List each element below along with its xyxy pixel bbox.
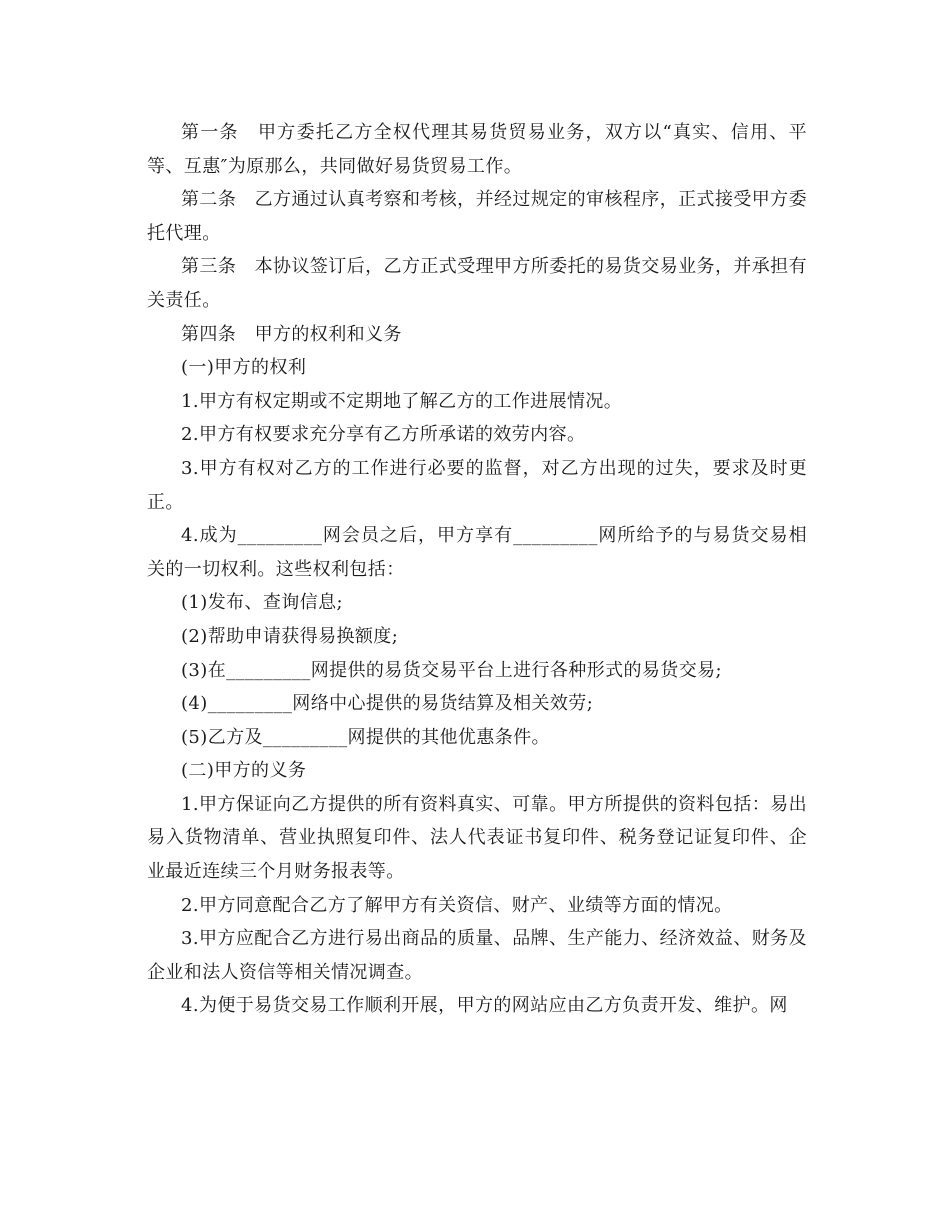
rights-subitem-1: (1)发布、查询信息; bbox=[181, 592, 343, 614]
rights-item-3: 3.甲方有权对乙方的工作进行必要的监督，对乙方出现的过失，要求及时更正。 bbox=[147, 457, 807, 513]
article-2: 第二条 乙方通过认真考察和考核，并经过规定的审核程序，正式接受甲方委托代理。 bbox=[147, 189, 807, 244]
rights-subitem-4: (4)_________网络中心提供的易货结算及相关效劳; bbox=[181, 693, 594, 715]
obligations-item-3: 3.甲方应配合乙方进行易出商品的质量、品牌、生产能力、经济效益、财务及企业和法人资信等相关情况调查。 bbox=[147, 928, 807, 983]
article-1: 第一条 甲方委托乙方全权代理其易货贸易业务，双方以“真实、信用、平等、互惠″为原那么，共同做好易货贸易工作。 bbox=[147, 122, 807, 177]
rights-subitem-3: (3)在_________网提供的易货交易平台上进行各种形式的易货交易; bbox=[181, 659, 722, 681]
rights-item-2: 2.甲方有权要求充分享有乙方所承诺的效劳内容。 bbox=[181, 424, 586, 446]
rights-item-1: 1.甲方有权定期或不定期地了解乙方的工作进展情况。 bbox=[181, 390, 623, 412]
section-obligations-heading: (二)甲方的义务 bbox=[181, 760, 307, 782]
rights-subitem-5: (5)乙方及_________网提供的其他优惠条件。 bbox=[181, 726, 550, 748]
article-3: 第三条 本协议签订后，乙方正式受理甲方所委托的易货交易业务，并承担有关责任。 bbox=[147, 256, 807, 311]
obligations-item-4: 4.为便于易货交易工作顺利开展，甲方的网站应由乙方负责开发、维护。网 bbox=[181, 995, 788, 1017]
article-4-heading: 第四条 甲方的权利和义务 bbox=[181, 323, 402, 345]
rights-item-4: 4.成为_________网会员之后，甲方享有_________网所给予的与易货交易相关的一切权利。这些权利包括： bbox=[147, 525, 807, 580]
section-rights-heading: (一)甲方的权利 bbox=[181, 357, 307, 379]
rights-subitem-2: (2)帮助申请获得易换额度; bbox=[181, 625, 399, 647]
obligations-item-2: 2.甲方同意配合乙方了解甲方有关资信、财产、业绩等方面的情况。 bbox=[181, 894, 733, 916]
document-body bbox=[147, 116, 807, 1023]
obligations-item-1: 1.甲方保证向乙方提供的所有资料真实、可靠。甲方所提供的资料包括：易出易入货物清单、营业执照复印件、法人代表证书复印件、税务登记证复印件、企业最近连续三个月财务报表等。 bbox=[147, 793, 807, 883]
